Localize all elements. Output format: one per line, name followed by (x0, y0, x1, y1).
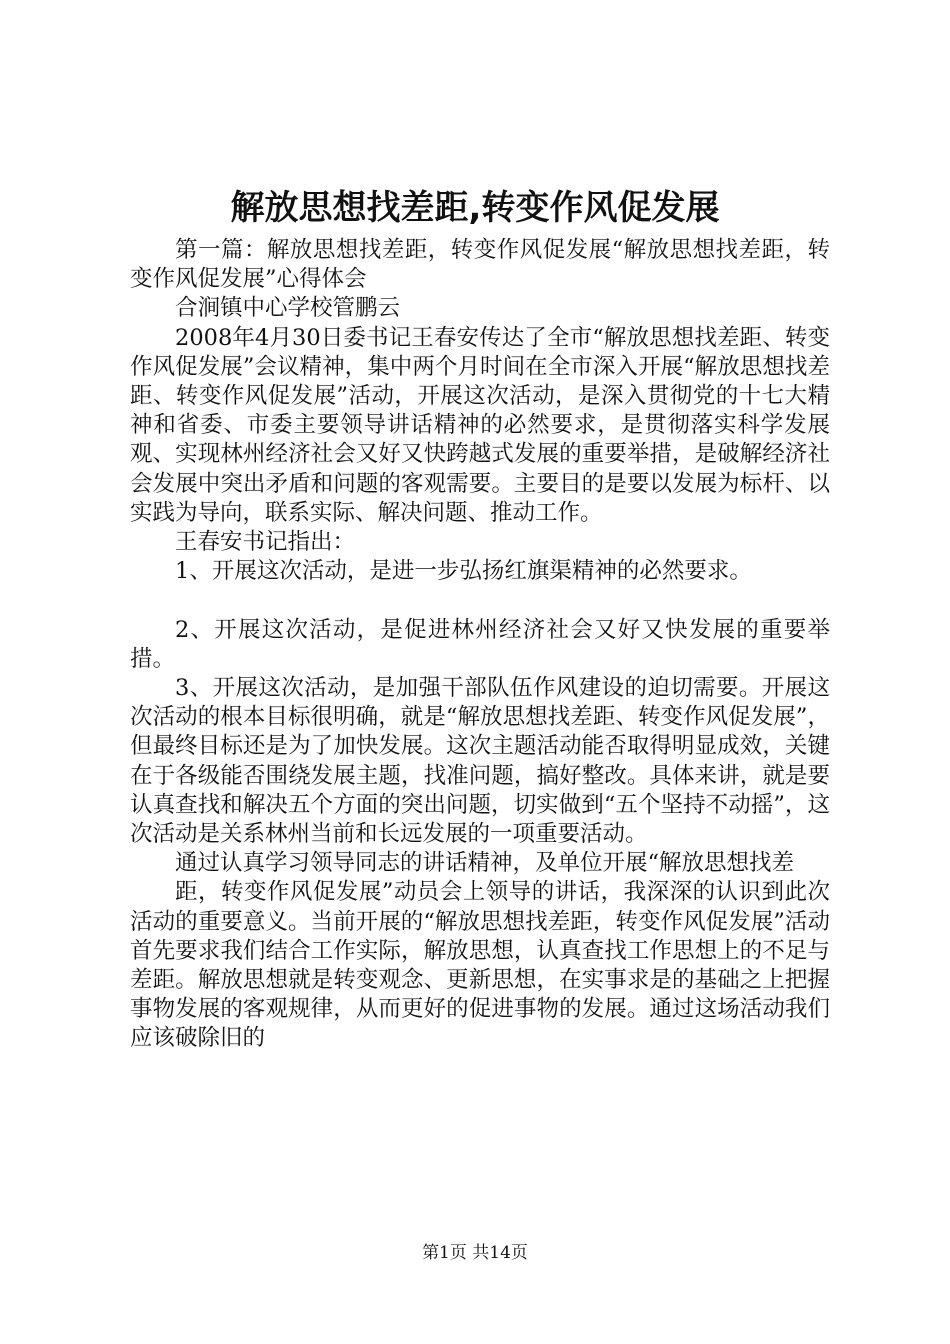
document-title: 解放思想找差距,转变作风促发展 (230, 188, 720, 228)
paragraph-point-3: 3、开展这次活动，是加强干部队伍作风建设的迫切需要。开展这次活动的根本目标很明确，就是“解放思想找差距、转变作风促发展”，但最终目标还是为了加快发展。这次主题活动能否取得明显成效，关键在于各级能否围绕发展主题，找准问题，搞好整改。具体来讲，就是要认真查找和解决五个方面的突出问题，切实做到“五个坚持不动摇”，这次活动是关系林州当前和长远发展的一项重要活动。 (130, 675, 830, 848)
paragraph-author: 合涧镇中心学校管鹏云 (175, 295, 401, 322)
page-footer: 第1页 共14页 (422, 1243, 528, 1263)
paragraph-point-1: 1、开展这次活动，是进一步弘扬红旗渠精神的必然要求。 (175, 558, 752, 585)
paragraph-background: 2008年4月30日委书记王春安传达了全市“解放思想找差距、转变作风促发展”会议精神，集中两个月时间在全市深入开展“解放思想找差距、转变作风促发展”活动，开展这次活动，是深入贯彻党的十七大精神和省委、市委主要领导讲话精神的必然要求，是贯彻落实科学发展观、实现林州经济社会又好又快跨越式发展的重要举措，是破解经济社会发展中突出矛盾和问题的客观需要。主要目的是要以发展为标杆、以实践为导向，联系实际、解决问题、推动工作。 (130, 324, 830, 526)
paragraph-point-2: 2、开展这次活动，是促进林州经济社会又好又快发展的重要举措。 (130, 616, 830, 672)
paragraph-reflection: 距，转变作风促发展”动员会上领导的讲话，我深深的认识到此次活动的重要意义。当前开展的“解放思想找差距，转变作风促发展”活动首先要求我们结合工作实际，解放思想，认真查找工作思想上的不足与差距。解放思想就是转变观念、更新思想，在实事求是的基础之上把握事物发展的客观规律，从而更好的促进事物的发展。通过这场活动我们应该破除旧的 (130, 879, 830, 1052)
paragraph-pointed-out: 王春安书记指出： (175, 529, 356, 556)
paragraph-study: 通过认真学习领导同志的讲话精神，及单位开展“解放思想找差 (175, 850, 795, 877)
paragraph-spacer (130, 586, 830, 615)
paragraph-intro: 第一篇：解放思想找差距，转变作风促发展“解放思想找差距，转变作风促发展”心得体会 (130, 237, 830, 293)
document-body (130, 236, 830, 1054)
